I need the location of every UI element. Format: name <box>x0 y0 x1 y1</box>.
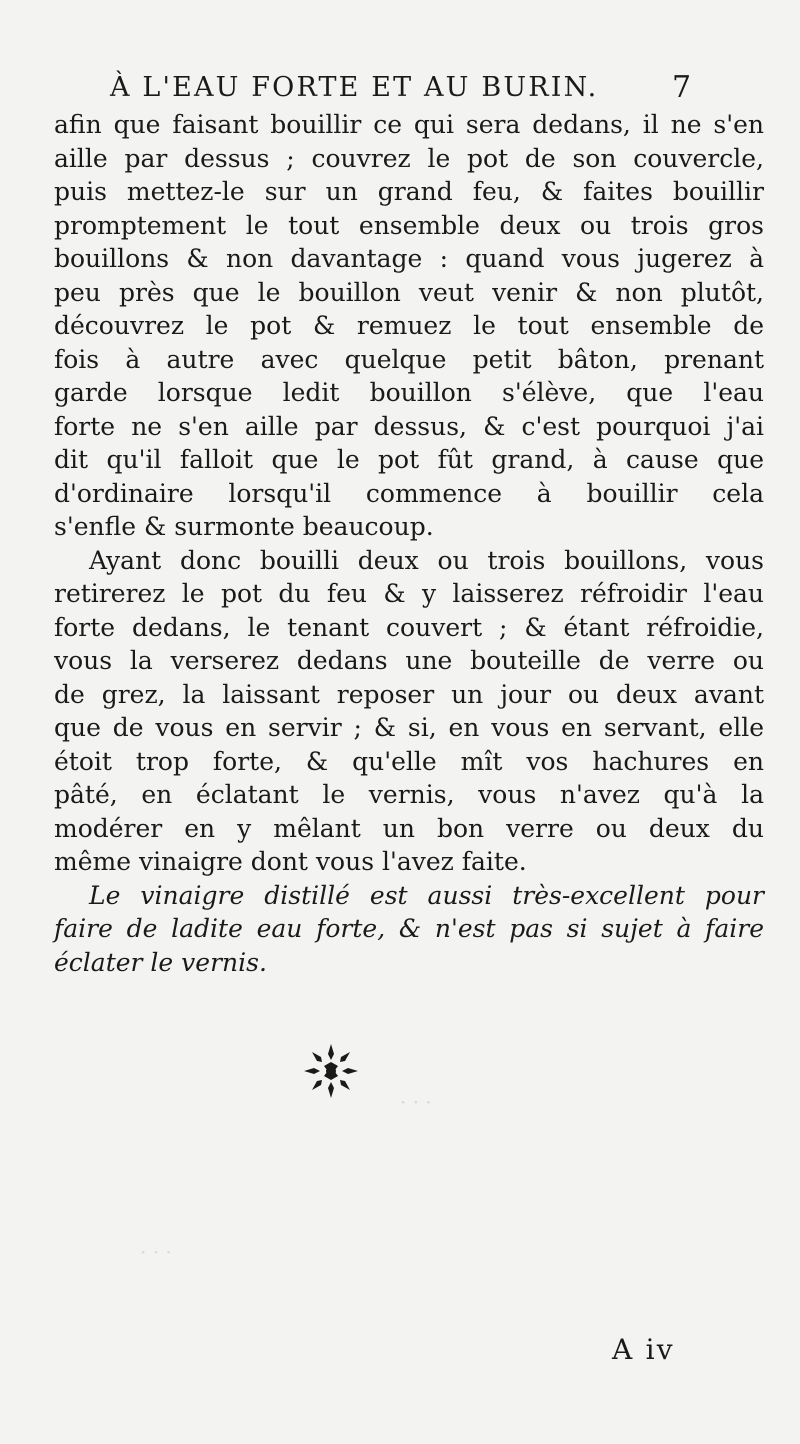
text-line: dit qu'il falloit que le pot fût grand, à cause que <box>54 445 764 474</box>
text-line: faire de ladite eau forte, & n'est pas si sujet à faire <box>54 914 764 943</box>
text-line: peu près que le bouillon veut venir & non plutôt, <box>54 277 764 307</box>
text-line: promptement le tout ensemble deux ou trois gros <box>54 210 764 240</box>
text-line: éclater le vernis. <box>54 947 267 977</box>
body-text <box>54 108 764 979</box>
signature-mark: A iv <box>612 1333 675 1366</box>
text-line: bouillons & non davantage : quand vous jugerez à <box>54 244 764 273</box>
page-number: 7 <box>672 70 694 105</box>
text-line: aille par dessus ; couvrez le pot de son couvercle, <box>54 143 764 173</box>
text-line: même vinaigre dont vous l'avez faite. <box>54 847 527 876</box>
text-line: s'enfle & surmonte beaucoup. <box>54 512 434 541</box>
text-line: Le vinaigre distillé est aussi très-excellent pour <box>89 880 764 910</box>
text-line: Ayant donc bouilli deux ou trois bouillons, vous <box>89 545 764 575</box>
running-title: À L'EAU FORTE ET AU BURIN. <box>110 72 599 103</box>
text-line: fois à autre avec quelque petit bâton, prenant <box>54 344 764 374</box>
text-line: garde lorsque ledit bouillon s'élève, que l'eau <box>54 378 764 407</box>
running-header <box>110 72 710 112</box>
bleed-through-text: · · · <box>140 1240 172 1264</box>
text-line: découvrez le pot & remuez le tout ensemble de <box>54 311 764 340</box>
text-line: modérer en y mêlant un bon verre ou deux du <box>54 813 764 843</box>
text-line: pâté, en éclatant le vernis, vous n'avez qu'à la <box>54 780 764 809</box>
text-line: d'ordinaire lorsqu'il commence à bouillir cela <box>54 478 764 508</box>
bleed-through-text: · · · <box>400 1090 432 1114</box>
text-line: retirerez le pot du feu & y laisserez réfroidir l'eau <box>54 579 764 608</box>
text-line: vous la verserez dedans une bouteille de verre ou <box>54 646 764 675</box>
text-line: forte ne s'en aille par dessus, & c'est pourquoi j'ai <box>54 411 764 441</box>
text-line: afin que faisant bouillir ce qui sera dedans, il ne s'en <box>54 110 764 139</box>
fleuron-icon <box>300 1040 362 1102</box>
text-line: puis mettez-le sur un grand feu, & faites bouillir <box>54 177 764 206</box>
text-line: que de vous en servir ; & si, en vous en servant, elle <box>54 713 764 742</box>
text-line: étoit trop forte, & qu'elle mît vos hachures en <box>54 746 764 776</box>
text-line: de grez, la laissant reposer un jour ou deux avant <box>54 679 764 709</box>
text-line: forte dedans, le tenant couvert ; & étant réfroidie, <box>54 612 764 642</box>
